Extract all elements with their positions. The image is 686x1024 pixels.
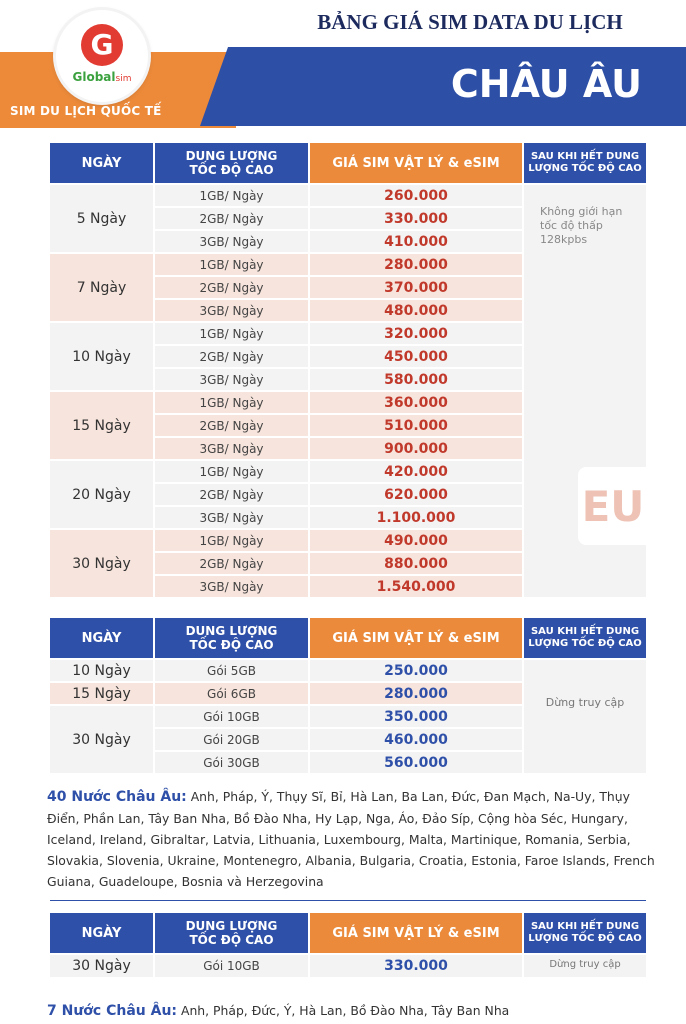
day-cell: 7 Ngày	[50, 254, 153, 321]
price-cell: 360.000	[310, 392, 522, 413]
countries-7-paragraph	[47, 1000, 657, 1022]
row-group	[50, 323, 522, 390]
price-cell: 320.000	[310, 323, 522, 344]
countries-40-paragraph	[47, 786, 657, 892]
capacity-cell: 2GB/ Ngày	[155, 208, 308, 229]
day-cell: 20 Ngày	[50, 461, 153, 528]
table-row	[155, 729, 522, 750]
price-cell: 350.000	[310, 706, 522, 727]
table-row	[155, 254, 522, 275]
day-cell: 5 Ngày	[50, 185, 153, 252]
note-column	[524, 955, 646, 977]
price-table-package	[50, 618, 646, 775]
price-cell: 420.000	[310, 461, 522, 482]
capacity-cell: 1GB/ Ngày	[155, 461, 308, 482]
capacity-cell: 3GB/ Ngày	[155, 369, 308, 390]
price-cell: 560.000	[310, 752, 522, 773]
capacity-cell: Gói 5GB	[155, 660, 308, 681]
capacity-cell: Gói 20GB	[155, 729, 308, 750]
globalsim-logo	[56, 10, 148, 102]
table-row	[155, 323, 522, 344]
price-cell: 880.000	[310, 553, 522, 574]
price-table-daily	[50, 143, 646, 599]
day-cell: 30 Ngày	[50, 955, 153, 977]
table-row	[155, 277, 522, 298]
capacity-cell: 3GB/ Ngày	[155, 231, 308, 252]
capacity-cell: 1GB/ Ngày	[155, 530, 308, 551]
note-column	[524, 660, 646, 773]
price-cell: 900.000	[310, 438, 522, 459]
logo-g-mark: G	[81, 24, 123, 66]
table-row	[50, 955, 522, 977]
capacity-cell: Gói 10GB	[155, 955, 308, 977]
price-cell: 450.000	[310, 346, 522, 367]
price-cell: 480.000	[310, 300, 522, 321]
row-group	[50, 530, 522, 597]
logo-wordmark: Globalsim	[72, 70, 132, 84]
countries-7-lead: 7 Nước Châu Âu:	[47, 1003, 178, 1019]
page-title: BẢNG GIÁ SIM DATA DU LỊCH	[317, 10, 623, 34]
header-after: SAU KHI HẾT DUNG LƯỢNG TỐC ĐỘ CAO	[524, 913, 646, 953]
table-row	[155, 660, 522, 681]
table-row	[155, 507, 522, 528]
price-cell: 280.000	[310, 683, 522, 704]
row-group	[50, 706, 522, 773]
price-cell: 260.000	[310, 185, 522, 206]
header-price: GIÁ SIM VẬT LÝ & eSIM	[310, 143, 522, 183]
note-text: Không giới hạn tốc độ thấp 128kpbs	[540, 205, 623, 246]
capacity-cell: 2GB/ Ngày	[155, 484, 308, 505]
capacity-cell: 1GB/ Ngày	[155, 185, 308, 206]
table-row	[155, 415, 522, 436]
header-capacity: DUNG LƯỢNG TỐC ĐỘ CAO	[155, 618, 308, 658]
capacity-cell: 1GB/ Ngày	[155, 323, 308, 344]
price-cell: 330.000	[310, 955, 522, 977]
header-capacity: DUNG LƯỢNG TỐC ĐỘ CAO	[155, 913, 308, 953]
table-row	[155, 185, 522, 206]
table-row	[155, 683, 522, 704]
header-capacity: DUNG LƯỢNG TỐC ĐỘ CAO	[155, 143, 308, 183]
price-cell: 330.000	[310, 208, 522, 229]
price-cell: 370.000	[310, 277, 522, 298]
row-group	[50, 461, 522, 528]
table-row	[155, 706, 522, 727]
capacity-cell: 2GB/ Ngày	[155, 346, 308, 367]
table-header	[50, 618, 646, 658]
price-table-7-countries	[50, 913, 646, 979]
table-row	[155, 208, 522, 229]
capacity-cell: 3GB/ Ngày	[155, 300, 308, 321]
row-group	[50, 392, 522, 459]
table-header	[50, 913, 646, 953]
header-day: NGÀY	[50, 913, 153, 953]
price-cell: 620.000	[310, 484, 522, 505]
header-price: GIÁ SIM VẬT LÝ & eSIM	[310, 618, 522, 658]
capacity-cell: Gói 30GB	[155, 752, 308, 773]
countries-7-list: Anh, Pháp, Đức, Ý, Hà Lan, Bồ Đào Nha, Tây Ban Nha	[177, 1003, 510, 1018]
table-row	[155, 484, 522, 505]
capacity-cell: 3GB/ Ngày	[155, 507, 308, 528]
capacity-cell: Gói 10GB	[155, 706, 308, 727]
row-group	[50, 660, 522, 681]
capacity-cell: 3GB/ Ngày	[155, 576, 308, 597]
countries-40-lead: 40 Nước Châu Âu:	[47, 789, 187, 805]
price-cell: 510.000	[310, 415, 522, 436]
row-group	[50, 185, 522, 252]
table-row	[155, 752, 522, 773]
table-row	[155, 553, 522, 574]
note-column	[524, 185, 646, 597]
eu-badge: EU	[578, 467, 648, 545]
table-row	[155, 461, 522, 482]
price-cell: 460.000	[310, 729, 522, 750]
day-cell: 30 Ngày	[50, 530, 153, 597]
note-text: Dừng truy cập	[545, 696, 625, 709]
table-row	[155, 346, 522, 367]
table-header	[50, 143, 646, 183]
sub-label: SIM DU LỊCH QUỐC TẾ	[10, 104, 162, 118]
table-row	[155, 231, 522, 252]
capacity-cell: 1GB/ Ngày	[155, 254, 308, 275]
countries-40-list: Anh, Pháp, Ý, Thụy Sĩ, Bỉ, Hà Lan, Ba Lan, Đức, Đan Mạch, Na-Uy, Thụy Điển, Phần Lan, Tây Ban Nha, Bồ Đào Nha, Hy Lạp, Nga, Áo, Đảo Síp, Cộng hòa Séc, Hungary, Iceland, Ireland, Gibraltar, Latvia, Lithuania, Luxembourg, Malta, Martinique, Romania, Serbia, Slovakia, Slovenia, Ukraine, Montenegro, Albania, Bulgaria, Croatia, Estonia, Faroe Islands, French Guiana, Guadeloupe, Bosnia và Herzegovina	[47, 789, 655, 889]
price-cell: 410.000	[310, 231, 522, 252]
table-row	[155, 300, 522, 321]
header-after: SAU KHI HẾT DUNG LƯỢNG TỐC ĐỘ CAO	[524, 143, 646, 183]
capacity-cell: 2GB/ Ngày	[155, 277, 308, 298]
price-cell: 1.540.000	[310, 576, 522, 597]
day-cell: 15 Ngày	[50, 392, 153, 459]
header-day: NGÀY	[50, 143, 153, 183]
row-group	[50, 254, 522, 321]
header-price: GIÁ SIM VẬT LÝ & eSIM	[310, 913, 522, 953]
capacity-cell: Gói 6GB	[155, 683, 308, 704]
price-cell: 1.100.000	[310, 507, 522, 528]
price-cell: 250.000	[310, 660, 522, 681]
region-title: CHÂU ÂU	[450, 62, 642, 106]
table-row	[155, 576, 522, 597]
divider	[50, 900, 646, 901]
price-cell: 490.000	[310, 530, 522, 551]
day-cell: 10 Ngày	[50, 323, 153, 390]
header-day: NGÀY	[50, 618, 153, 658]
row-group	[50, 683, 522, 704]
day-cell: 15 Ngày	[50, 683, 153, 704]
price-cell: 280.000	[310, 254, 522, 275]
table-row	[155, 392, 522, 413]
table-row	[155, 438, 522, 459]
capacity-cell: 2GB/ Ngày	[155, 415, 308, 436]
day-cell: 30 Ngày	[50, 706, 153, 773]
note-text: Dừng truy cập	[549, 959, 621, 970]
price-cell: 580.000	[310, 369, 522, 390]
day-cell: 10 Ngày	[50, 660, 153, 681]
capacity-cell: 2GB/ Ngày	[155, 553, 308, 574]
capacity-cell: 1GB/ Ngày	[155, 392, 308, 413]
table-row	[155, 369, 522, 390]
table-row	[155, 530, 522, 551]
capacity-cell: 3GB/ Ngày	[155, 438, 308, 459]
header-after: SAU KHI HẾT DUNG LƯỢNG TỐC ĐỘ CAO	[524, 618, 646, 658]
